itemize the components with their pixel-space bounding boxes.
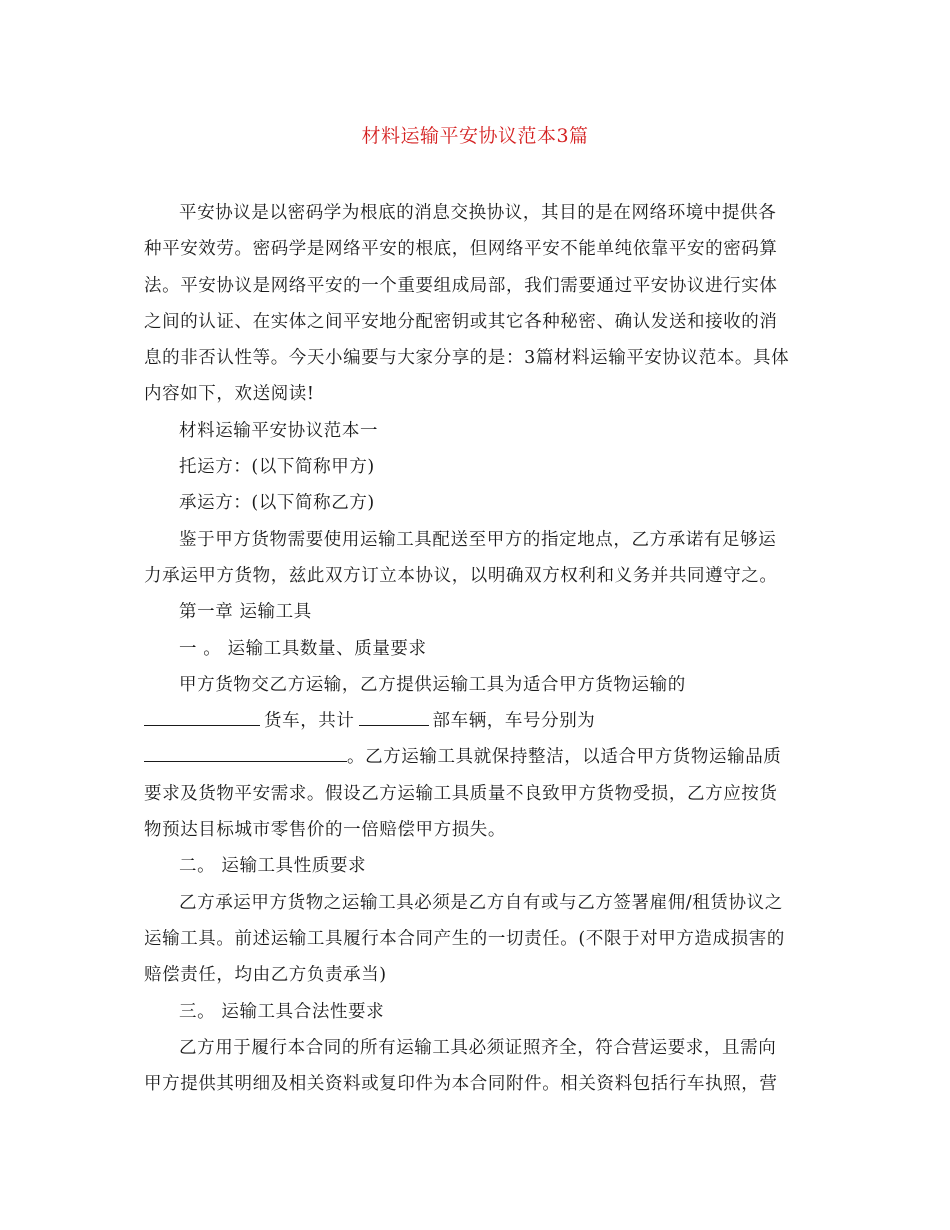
intro-line: 种平安效劳。密码学是网络平安的根底，但网络平安不能单纯依靠平安的密码算 [144,239,778,260]
item1-fill-line [144,703,809,739]
section-heading: 材料运输平安协议范本一 [179,420,379,441]
item1-line: 甲方货物交乙方运输，乙方提供运输工具为适合甲方货物运输的 [179,674,686,695]
carrier-line: 承运方：(以下简称乙方) [179,493,375,514]
intro-line: 平安协议是以密码学为根底的消息交换协议，其目的是在网络环境中提供各 [179,203,777,223]
preamble-line: 鉴于甲方货物需要使用运输工具配送至甲方的指定地点，乙方承诺有足够运 [179,529,777,550]
vehicle-count-blank [359,705,429,726]
intro-line: 息的非否认性等。今天小编要与大家分享的是：3篇材料运输平安协议范本。具体 [144,348,790,369]
trucks-label: 货车，共计 [264,711,355,732]
item3-line: 乙方用于履行本合同的所有运输工具必须证照齐全，符合营运要求，且需向 [179,1037,777,1058]
item1-line: 物预达目标城市零售价的一倍赔偿甲方损失。 [144,820,506,841]
item2-heading: 二。 运输工具性质要求 [179,856,367,877]
item1-heading: 一 。 运输工具数量、质量要求 [179,638,427,659]
preamble-line: 力承运甲方货物，兹此双方订立本协议，以明确双方权利和义务并共同遵守之。 [144,565,778,586]
item1-line: 要求及货物平安需求。假设乙方运输工具质量不良致甲方货物受损，乙方应按货 [144,783,778,804]
chapter-heading: 第一章 运输工具 [179,602,312,623]
intro-line: 内容如下，欢送阅读! [144,384,315,405]
item2-line: 运输工具。前述运输工具履行本合同产生的一切责任。(不限于对甲方造成损害的 [144,928,785,949]
item3-heading: 三。 运输工具合法性要求 [179,1001,385,1022]
plate-label: 部车辆，车号分别为 [432,711,596,732]
intro-line: 之间的认证、在实体之间平安地分配密钥或其它各种秘密、确认发送和接收的消 [144,311,778,332]
item1-fill-line [144,739,809,775]
document-body [144,195,809,1102]
truck-type-blank [144,705,260,726]
item3-line: 甲方提供其明细及相关资料或复印件为本合同附件。相关资料包括行车执照，营 [144,1074,778,1095]
intro-line: 法。平安协议是网络平安的一个重要组成局部，我们需要通过平安协议进行实体 [144,275,778,296]
document-title: 材料运输平安协议范本3篇 [361,125,589,147]
item2-line: 赔偿责任，均由乙方负责承当) [144,965,387,986]
consignor-line: 托运方：(以下简称甲方) [179,457,375,478]
item2-line: 乙方承运甲方货物之运输工具必须是乙方自有或与乙方签署雇佣/租赁协议之 [179,892,783,913]
item1-line3-text: 。乙方运输工具就保持整洁，以适合甲方货物运输品质 [347,747,782,768]
plate-numbers-blank [144,741,347,762]
